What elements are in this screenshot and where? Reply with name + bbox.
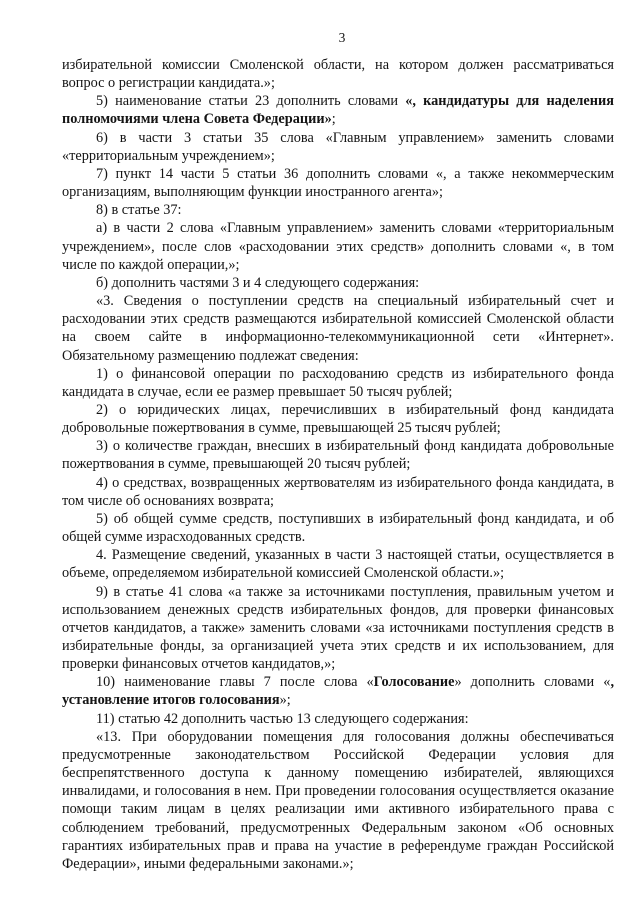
paragraph-item-10	[62, 673, 614, 709]
paragraph-part-3-item-2: 2) о юридических лицах, перечисливших в избирательный фонд кандидата добровольные пожертвования в сумме, превышающей 25 тысяч рублей;	[62, 401, 614, 437]
paragraph-part-3-item-3: 3) о количестве граждан, внесших в избирательный фонд кандидата добровольные пожертвования в сумме, превышающей 20 тысяч рублей;	[62, 438, 614, 473]
item-10-bold-1: Голосование	[373, 674, 455, 691]
paragraph-part-3-item-5: 5) об общей сумме средств, поступивших в избирательный фонд кандидата, и об общей сумме израсходованных средств.	[62, 510, 614, 546]
paragraph-item-8: 8) в статье 37:	[96, 202, 182, 219]
paragraph-part-3: «3. Сведения о поступлении средств на специальный избирательный счет и расходовании этих средств размещаются избирательной комиссией Смоленской области на своем сайте в информационно-телекоммуникационной сети «Интернет». Обязательному размещению подлежат сведения:	[62, 293, 614, 364]
document-body	[62, 56, 614, 873]
paragraph-item-6: 6) в части 3 статьи 35 слова «Главным управлением» заменить словами «территориальным учреждением»;	[62, 129, 614, 164]
page-number: 3	[338, 30, 346, 45]
paragraph-item-8b: б) дополнить частями 3 и 4 следующего содержания:	[96, 274, 420, 291]
paragraph-item-8a: а) в части 2 слова «Главным управлением» заменить словами «территориальным учреждением», после слов «расходовании этих средств» дополнить словами «, в том числе по каждой операции,»;	[62, 220, 614, 273]
paragraph-part-3-item-1: 1) о финансовой операции по расходованию средств из избирательного фонда кандидата в случае, если ее размер превышает 50 тысяч рублей;	[62, 365, 614, 400]
paragraph-continuation: избирательной комиссии Смоленской области, на котором должен рассматриваться вопрос о регистрации кандидата.»;	[62, 57, 614, 92]
paragraph-item-5	[62, 92, 614, 128]
paragraph-part-13: «13. При оборудовании помещения для голосования должны обеспечиваться предусмотренные законодательством Российской Федерации условия для беспрепятственного доступа к данному помещению избирателей, являющихся инвалидами, и голосования в нем. При проведении голосования осуществляется оказание помощи таким лицам в целях реализации ими активного избирательного права с соблюдением требований, предусмотренных Федеральным законом «Об основных гарантиях избирательных прав и права на участие в референдуме граждан Российской Федерации», иными федеральными законами.»;	[62, 728, 614, 872]
item-10-bold-2: , установление итогов голосования	[62, 674, 615, 709]
item-10-end: »;	[279, 692, 291, 709]
item-10-text-2: » дополнить словами «	[454, 674, 611, 691]
paragraph-part-3-item-4: 4) о средствах, возвращенных жертвователям из избирательного фонда кандидата, в том числе об основаниях возврата;	[62, 474, 614, 509]
paragraph-item-7: 7) пункт 14 части 5 статьи 36 дополнить словами «, а также некоммерческим организациям, выполняющим функции иностранного агента»;	[62, 165, 614, 201]
paragraph-part-4: 4. Размещение сведений, указанных в части 3 настоящей статьи, осуществляется в объеме, определяемом избирательной комиссией Смоленской области.»;	[62, 547, 614, 582]
item-5-end: ;	[331, 111, 336, 128]
item-5-bold-text: «, кандидатуры для наделения полномочиями члена Совета Федерации»	[62, 93, 614, 128]
paragraph-item-11: 11) статью 42 дополнить частью 13 следующего содержания:	[96, 710, 469, 727]
item-5-text: 5) наименование статьи 23 дополнить словами	[96, 93, 406, 110]
item-10-text-1: 10) наименование главы 7 после слова «	[96, 674, 374, 691]
paragraph-item-9: 9) в статье 41 слова «а также за источниками поступления, правильным учетом и использованием денежных средств избирательных фондов, для проверки финансовых отчетов кандидатов, а также» заменить словами «за источниками поступления средств в избирательные фонды, за организацией учета этих средств и их использованием, для проверки финансовых отчетов кандидатов,»;	[62, 583, 614, 673]
